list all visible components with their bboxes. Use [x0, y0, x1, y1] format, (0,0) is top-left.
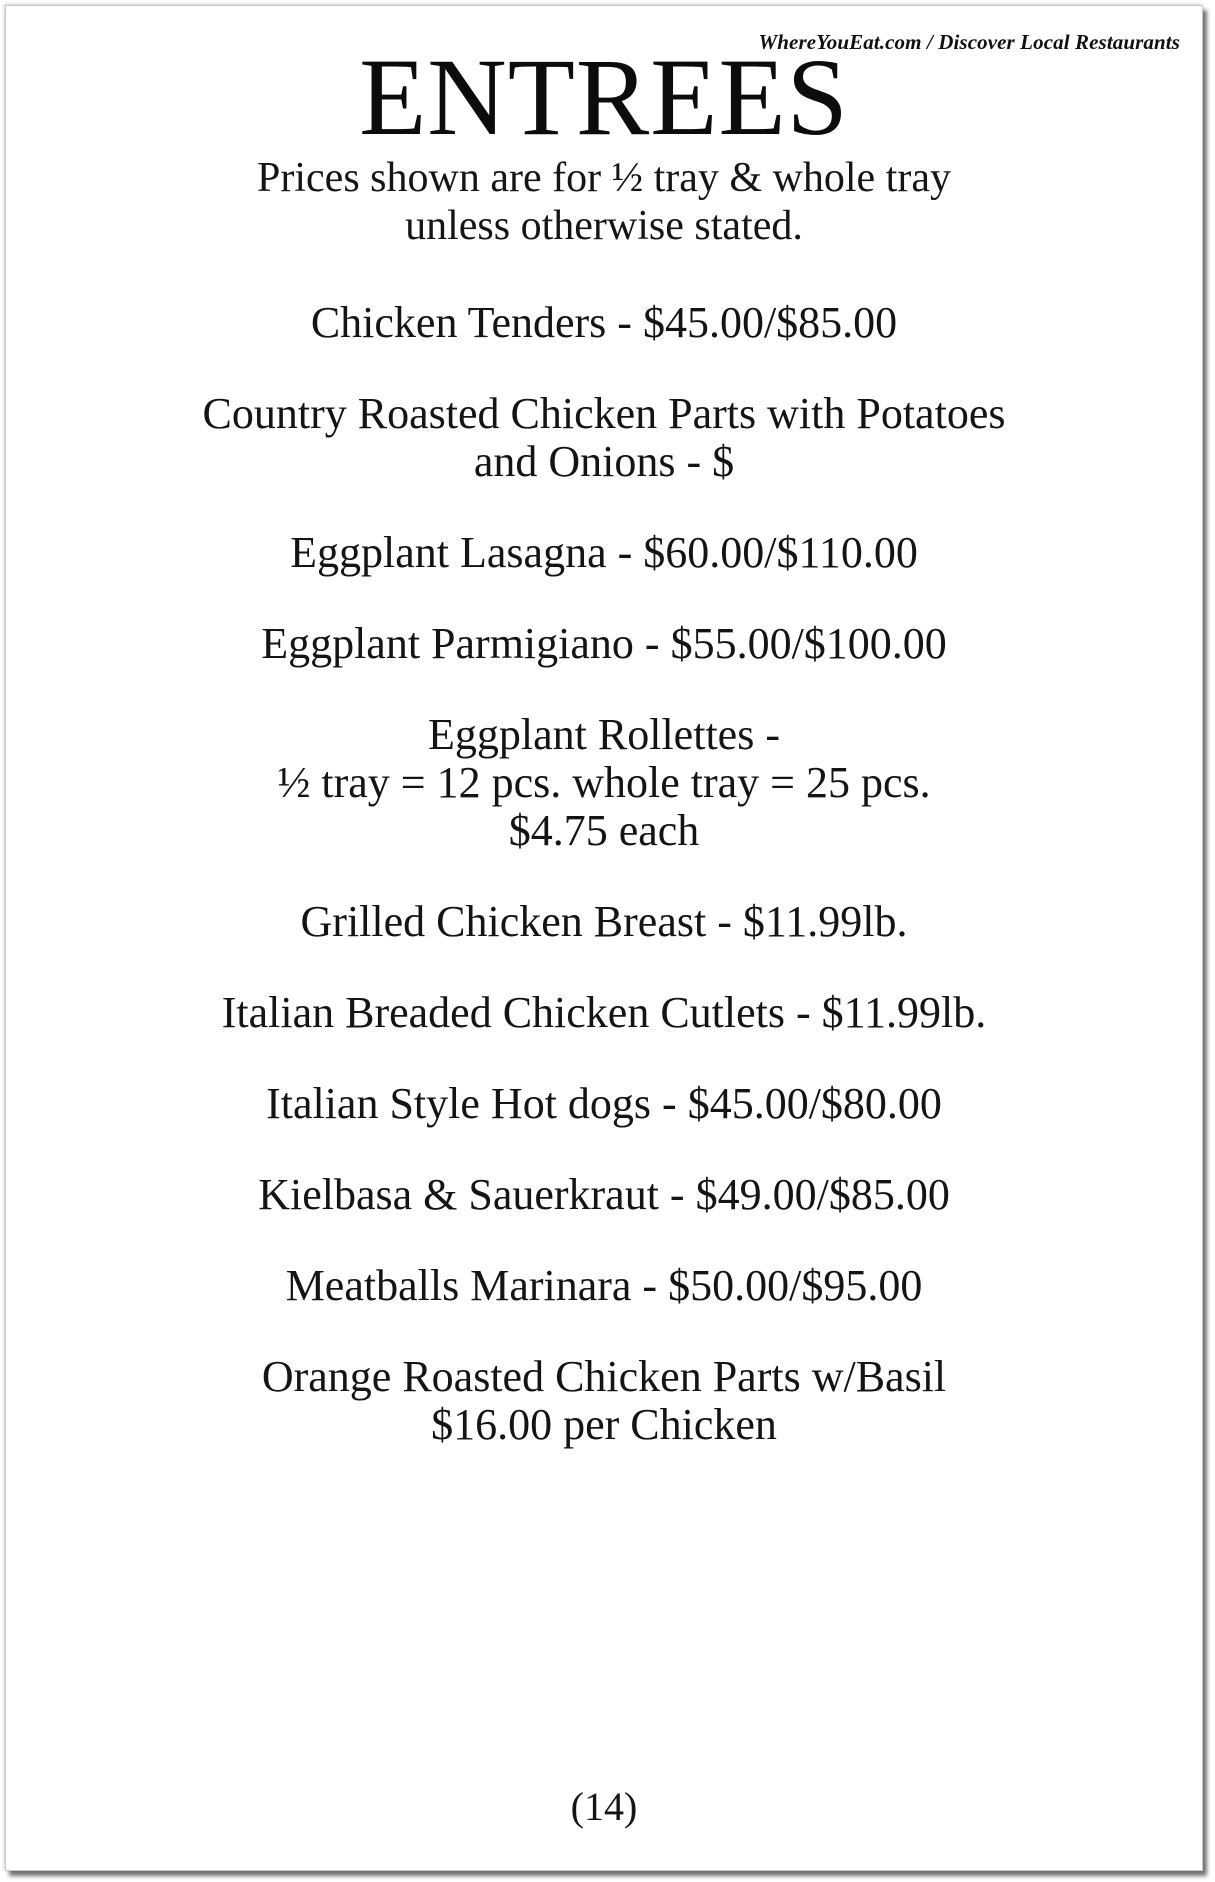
pricing-note	[6, 154, 1202, 250]
menu-item-italian-hot-dogs	[6, 1080, 1202, 1128]
menu-item-text: Kielbasa & Sauerkraut - $49.00/$85.00	[258, 1170, 950, 1219]
page-title: ENTREES	[359, 36, 849, 158]
menu-item-text: Eggplant Parmigiano - $55.00/$100.00	[261, 619, 947, 668]
menu-item-text: Eggplant Rollettes -	[428, 710, 780, 759]
menu-item-text: Italian Breaded Chicken Cutlets - $11.99lb.	[221, 988, 987, 1037]
menu-item-meatballs-marinara	[6, 1262, 1202, 1310]
pricing-note-line: unless otherwise stated.	[405, 203, 803, 249]
menu-item-text: Grilled Chicken Breast - $11.99lb.	[300, 897, 908, 946]
menu-item-eggplant-parmigiano	[6, 620, 1202, 668]
menu-item-eggplant-rollettes	[6, 711, 1202, 855]
menu-item-chicken-tenders	[6, 299, 1202, 347]
menu-item-text: $4.75 each	[508, 806, 700, 855]
menu-item-eggplant-lasagna	[6, 529, 1202, 577]
pricing-note-line: Prices shown are for ½ tray & whole tray	[257, 155, 951, 201]
menu-item-grilled-chicken-breast	[6, 898, 1202, 946]
menu-item-kielbasa-sauerkraut	[6, 1171, 1202, 1219]
menu-item-text: $16.00 per Chicken	[431, 1400, 777, 1449]
entree-list	[6, 299, 1202, 1492]
menu-item-orange-roasted-chicken	[6, 1353, 1202, 1449]
menu-item-text: Country Roasted Chicken Parts with Potatoes	[202, 389, 1006, 438]
menu-page	[5, 5, 1203, 1871]
menu-item-text: Eggplant Lasagna - $60.00/$110.00	[290, 528, 918, 577]
menu-item-text: Chicken Tenders - $45.00/$85.00	[310, 298, 898, 347]
menu-item-country-roasted-chicken	[6, 390, 1202, 486]
menu-item-text: Orange Roasted Chicken Parts w/Basil	[261, 1352, 947, 1401]
page-number: (14)	[570, 1784, 638, 1829]
menu-item-text: Italian Style Hot dogs - $45.00/$80.00	[266, 1079, 942, 1128]
menu-item-text: Meatballs Marinara - $50.00/$95.00	[285, 1261, 923, 1310]
menu-item-text: and Onions - $	[473, 437, 735, 486]
menu-item-italian-breaded-cutlets	[6, 989, 1202, 1037]
menu-item-text: ½ tray = 12 pcs. whole tray = 25 pcs.	[277, 758, 931, 807]
site-watermark: WhereYouEat.com / Discover Local Restaurants	[758, 30, 1180, 54]
